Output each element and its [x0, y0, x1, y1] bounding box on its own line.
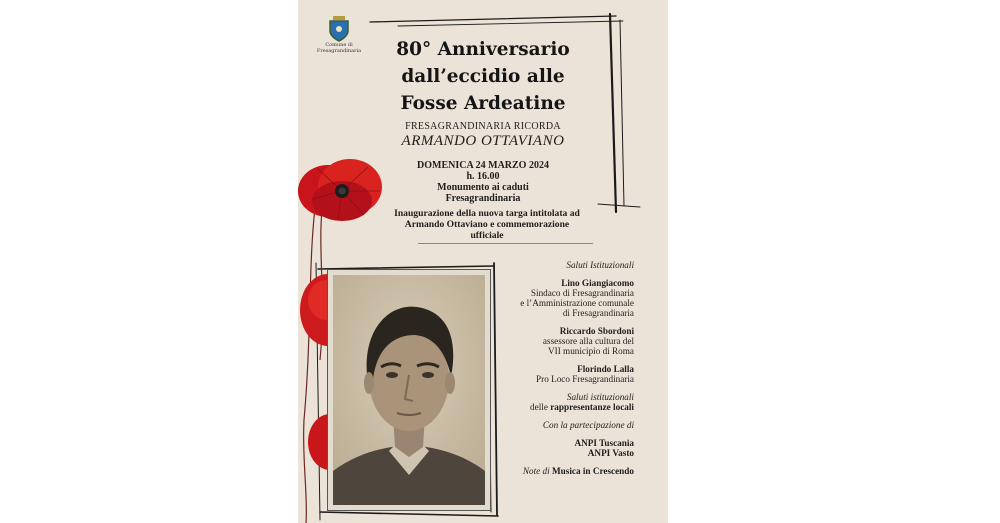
anpi-item: ANPI Tuscania — [574, 438, 634, 448]
speaker-2 — [506, 326, 634, 356]
music-line — [506, 466, 634, 476]
inauguration-line-1: Inaugurazione della nuova targa intitolata ad — [394, 208, 580, 219]
event-poster — [298, 0, 668, 523]
event-date: DOMENICA 24 MARZO 2024 — [417, 160, 549, 171]
music-bold: Musica in Crescendo — [551, 466, 634, 476]
event-place-2: Fresagrandinaria — [445, 193, 521, 204]
poppy-flower-icon — [298, 155, 388, 230]
speaker-1 — [506, 278, 634, 318]
speaker-name: Florindo Lalla — [577, 364, 634, 374]
remembers-line: FRESAGRANDINARIA RICORDA — [405, 121, 561, 132]
local-greetings-heading: Saluti istituzionali — [566, 392, 634, 402]
local-greetings-line — [506, 402, 634, 412]
speaker-role: di Fresagrandinaria — [562, 308, 634, 318]
poster-title — [358, 36, 608, 117]
music-prefix: Note di — [522, 466, 550, 476]
greetings-heading: Saluti Istituzionali — [566, 260, 634, 270]
speaker-role: VII municipio di Roma — [548, 346, 634, 356]
title-line-2: dall’eccidio alle — [401, 66, 565, 87]
portrait-frame — [327, 269, 491, 511]
local-greetings — [506, 392, 634, 412]
local-prefix: delle — [530, 402, 548, 412]
inauguration-line-2: Armando Ottaviano e commemorazione — [404, 219, 570, 230]
title-line-3: Fosse Ardeatine — [400, 93, 566, 114]
speaker-3 — [506, 364, 634, 384]
speaker-role: Pro Loco Fresagrandinaria — [536, 374, 634, 384]
greetings-column — [506, 260, 634, 476]
local-bold: rappresentanze locali — [550, 402, 634, 412]
inauguration-text — [382, 208, 592, 241]
speaker-role: Sindaco di Fresagrandinaria — [530, 288, 634, 298]
event-time: h. 16.00 — [466, 171, 500, 182]
event-place-1: Monumento ai caduti — [437, 182, 529, 193]
municipal-crest — [314, 16, 364, 54]
inauguration-line-3: ufficiale — [470, 230, 504, 241]
anpi-item: ANPI Vasto — [587, 448, 634, 458]
speaker-role: assessore alla cultura del — [542, 336, 634, 346]
coat-of-arms-icon — [328, 16, 350, 42]
crest-caption-line1: Comune di — [325, 42, 353, 48]
title-line-1: 80° Anniversario — [396, 39, 570, 60]
participation-heading: Con la partecipazione di — [542, 420, 634, 430]
speaker-role: e l’Amministrazione comunale — [520, 298, 634, 308]
anpi-list — [506, 438, 634, 458]
speaker-name: Lino Giangiacomo — [561, 278, 634, 288]
divider — [418, 243, 593, 244]
event-details — [358, 160, 608, 204]
honoree-name: ARMANDO OTTAVIANO — [401, 133, 565, 149]
crest-caption-line2: Fresagrandinaria — [316, 48, 362, 54]
portrait-photo — [333, 275, 485, 505]
speaker-name: Riccardo Sbordoni — [559, 326, 634, 336]
